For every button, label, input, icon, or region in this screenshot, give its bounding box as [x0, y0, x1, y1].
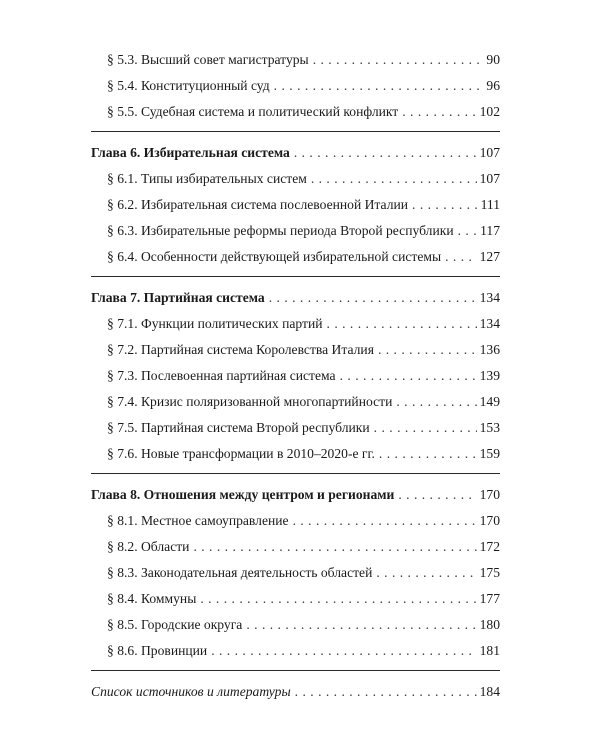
toc-entry-title: Глава 8. Отношения между центром и регионами [91, 487, 395, 502]
toc-section-entry [91, 415, 500, 441]
toc-section-entry [91, 612, 500, 638]
dot-leader [274, 73, 484, 99]
toc-entry-title: § 6.4. Особенности действующей избирательной системы [107, 249, 442, 264]
toc-entry-title: § 8.3. Законодательная деятельность областей [107, 565, 373, 580]
toc-entry-title: § 7.1. Функции политических партий [107, 316, 323, 331]
dot-leader [211, 638, 476, 664]
toc-page-number: 136 [479, 342, 500, 357]
toc-page-number: 170 [479, 487, 500, 502]
toc-entry-title: § 8.6. Провинции [107, 643, 208, 658]
dot-leader [402, 99, 476, 125]
dot-leader [412, 192, 478, 218]
toc-page-number: 170 [479, 513, 500, 528]
toc-section-entry [91, 47, 500, 73]
toc-section-entry [91, 99, 500, 125]
dot-leader [269, 285, 477, 311]
toc-entry-title: § 7.6. Новые трансформации в 2010–2020-е гг. [107, 446, 375, 461]
toc-entry-title: § 8.1. Местное самоуправление [107, 513, 289, 528]
toc-page-number: 134 [479, 316, 500, 331]
dot-leader [398, 482, 476, 508]
toc-section-entry [91, 508, 500, 534]
toc-section-entry [91, 73, 500, 99]
toc-entry-title: § 7.4. Кризис поляризованной многопартийности [107, 394, 393, 409]
dot-leader [378, 337, 477, 363]
toc-entry-title: § 6.3. Избирательные реформы периода Второй республики [107, 223, 454, 238]
dot-leader [200, 586, 476, 612]
section-divider [91, 473, 500, 474]
dot-leader [379, 441, 477, 467]
toc-page-number: 177 [479, 591, 500, 606]
toc-section-entry [91, 166, 500, 192]
toc-section-entry [91, 337, 500, 363]
toc-chapter-entry [91, 482, 500, 508]
toc-page-number: 180 [479, 617, 500, 632]
dot-leader [294, 140, 477, 166]
toc-section-entry [91, 218, 500, 244]
dot-leader [246, 612, 476, 638]
dot-leader [340, 363, 477, 389]
section-divider [91, 131, 500, 132]
toc-page-number: 159 [479, 446, 500, 461]
toc-section-entry [91, 244, 500, 270]
toc-page-number: 184 [479, 684, 500, 699]
toc-page-number: 127 [479, 249, 500, 264]
toc-page-number: 117 [480, 223, 500, 238]
toc-entry-title: § 5.3. Высший совет магистратуры [107, 52, 309, 67]
toc-entry-title: § 5.4. Конституционный суд [107, 78, 270, 93]
dot-leader [311, 166, 477, 192]
table-of-contents [91, 47, 500, 705]
toc-page-number: 134 [479, 290, 500, 305]
toc-section-entry [91, 638, 500, 664]
toc-section-entry [91, 389, 500, 415]
dot-leader [327, 311, 477, 337]
dot-leader [445, 244, 477, 270]
toc-entry-title: § 6.1. Типы избирательных систем [107, 171, 307, 186]
toc-section-entry [91, 311, 500, 337]
toc-entry-title: § 8.5. Городские округа [107, 617, 243, 632]
toc-entry-title: Глава 7. Партийная система [91, 290, 265, 305]
section-divider [91, 670, 500, 671]
toc-page-number: 139 [479, 368, 500, 383]
toc-section-entry [91, 560, 500, 586]
dot-leader [374, 415, 477, 441]
toc-entry-title: § 7.3. Послевоенная партийная система [107, 368, 336, 383]
toc-chapter-entry [91, 285, 500, 311]
toc-entry-title: § 7.2. Партийная система Королевства Италия [107, 342, 374, 357]
section-divider [91, 276, 500, 277]
toc-section-entry [91, 363, 500, 389]
toc-bibliography-entry [91, 679, 500, 705]
toc-entry-title: § 8.4. Коммуны [107, 591, 197, 606]
dot-leader [193, 534, 476, 560]
toc-page-number: 181 [479, 643, 500, 658]
toc-page-number: 107 [479, 171, 500, 186]
toc-section-entry [91, 192, 500, 218]
toc-page-number: 175 [479, 565, 500, 580]
toc-page-number: 96 [486, 78, 500, 93]
toc-page-number: 107 [479, 145, 500, 160]
toc-page-number: 111 [480, 197, 500, 212]
toc-entry-title: § 8.2. Области [107, 539, 190, 554]
toc-section-entry [91, 534, 500, 560]
toc-entry-title: Глава 6. Избирательная система [91, 145, 290, 160]
toc-page-number: 149 [479, 394, 500, 409]
dot-leader [313, 47, 484, 73]
dot-leader [293, 508, 477, 534]
dot-leader [376, 560, 476, 586]
toc-section-entry [91, 586, 500, 612]
toc-page-number: 90 [486, 52, 500, 67]
toc-page-number: 172 [479, 539, 500, 554]
toc-page-number: 153 [479, 420, 500, 435]
toc-entry-title: Список источников и литературы [91, 684, 291, 699]
toc-page-number: 102 [479, 104, 500, 119]
toc-section-entry [91, 441, 500, 467]
toc-entry-title: § 7.5. Партийная система Второй республики [107, 420, 370, 435]
dot-leader [295, 679, 477, 705]
toc-chapter-entry [91, 140, 500, 166]
dot-leader [396, 389, 476, 415]
dot-leader [458, 218, 478, 244]
toc-entry-title: § 6.2. Избирательная система послевоенной Италии [107, 197, 409, 212]
toc-entry-title: § 5.5. Судебная система и политический конфликт [107, 104, 399, 119]
